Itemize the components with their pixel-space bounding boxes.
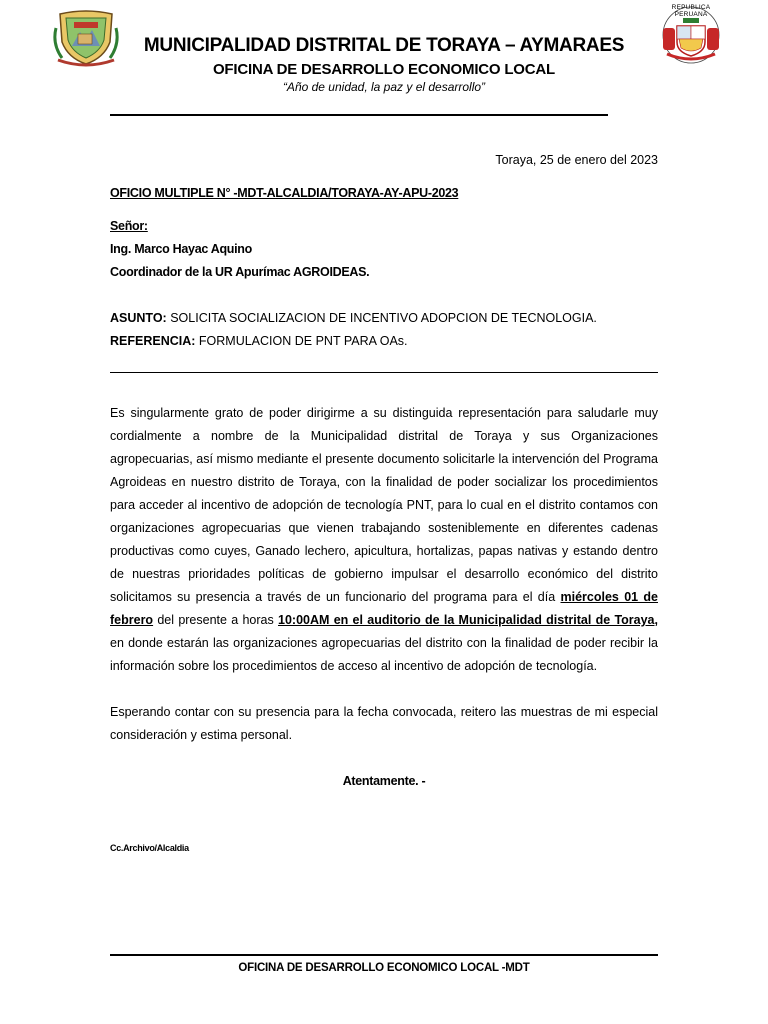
body-text: del presente a horas (157, 613, 274, 627)
subject-line (110, 311, 597, 325)
seal-caption: REPUBLICA PERUANA (671, 4, 711, 18)
year-motto: “Año de unidad, la paz y el desarrollo” (282, 80, 486, 94)
header-title: MUNICIPALIDAD DISTRITAL DE TORAYA – AYMARAES (143, 35, 625, 56)
reference-label: REFERENCIA: (110, 334, 196, 348)
reference-text: FORMULACION DE PNT PARA OAs. (198, 334, 408, 348)
reference-line (110, 334, 408, 348)
recipient-position: Coordinador de la UR Apurímac AGROIDEAS. (110, 265, 370, 279)
header-subtitle: OFICINA DE DESARROLLO ECONOMICO LOCAL (212, 61, 556, 78)
oficio-number: OFICIO MULTIPLE N° -MDT-ALCALDIA/TORAYA-AY-APU-2023 (110, 186, 459, 200)
footer-divider (110, 954, 658, 956)
footer-office: OFICINA DE DESARROLLO ECONOMICO LOCAL -MDT (238, 962, 530, 974)
body-text: en donde estarán las organizaciones agropecuarias del distrito con la finalidad de poder recibir la información sobre los procedimientos de acceso al incentivo de adopción de tecnología. (110, 636, 658, 673)
meeting-time-place: 10:00AM en el auditorio de la Municipalidad distrital de Toraya, (278, 613, 658, 627)
body-paragraph-2: Esperando contar con su presencia para la fecha convocada, reitero las muestras de mi especial consideración y estima personal. (110, 705, 658, 742)
meeting-date: miércoles 01 de febrero (110, 590, 658, 627)
header-divider (110, 114, 608, 116)
subject-label: ASUNTO: (110, 311, 167, 325)
body-paragraph-1 (110, 402, 658, 678)
closing: Atentamente. - (342, 774, 426, 788)
body-text: Es singularmente grato de poder dirigirme a su distinguida representación para saludarle muy cordialmente a nombre de la Municipalidad distrital de Toraya y sus Organizaciones agropecuarias, así mismo mediante el presente documento solicitarle la intervención del Programa Agroideas en nuestro distrito de Toraya, con la finalidad de poder socializar los procedimientos para acceder al incentivo de adopción de tecnología PNT, para lo cual en el distrito contamos con organizaciones agropecuarias que vienen trabajando sosteniblemente en diferentes cadenas productivas como cuyes, Ganado lechero, apicultura, hortalizas, papas nativas y estando dentro de nuestras prioridades políticas de gobierno impulsar el desarrollo económico del distrito solicitamos su presencia a través de un funcionario del programa para el día (110, 406, 658, 604)
carbon-copy: Cc.Archivo/Alcaldia (110, 843, 189, 853)
letter-date: Toraya, 25 de enero del 2023 (495, 153, 658, 167)
section-divider (110, 372, 658, 373)
subject-text: SOLICITA SOCIALIZACION DE INCENTIVO ADOPCION DE TECNOLOGIA. (170, 311, 597, 325)
recipient-salutation: Señor: (110, 219, 148, 233)
recipient-name: Ing. Marco Hayac Aquino (110, 242, 252, 256)
